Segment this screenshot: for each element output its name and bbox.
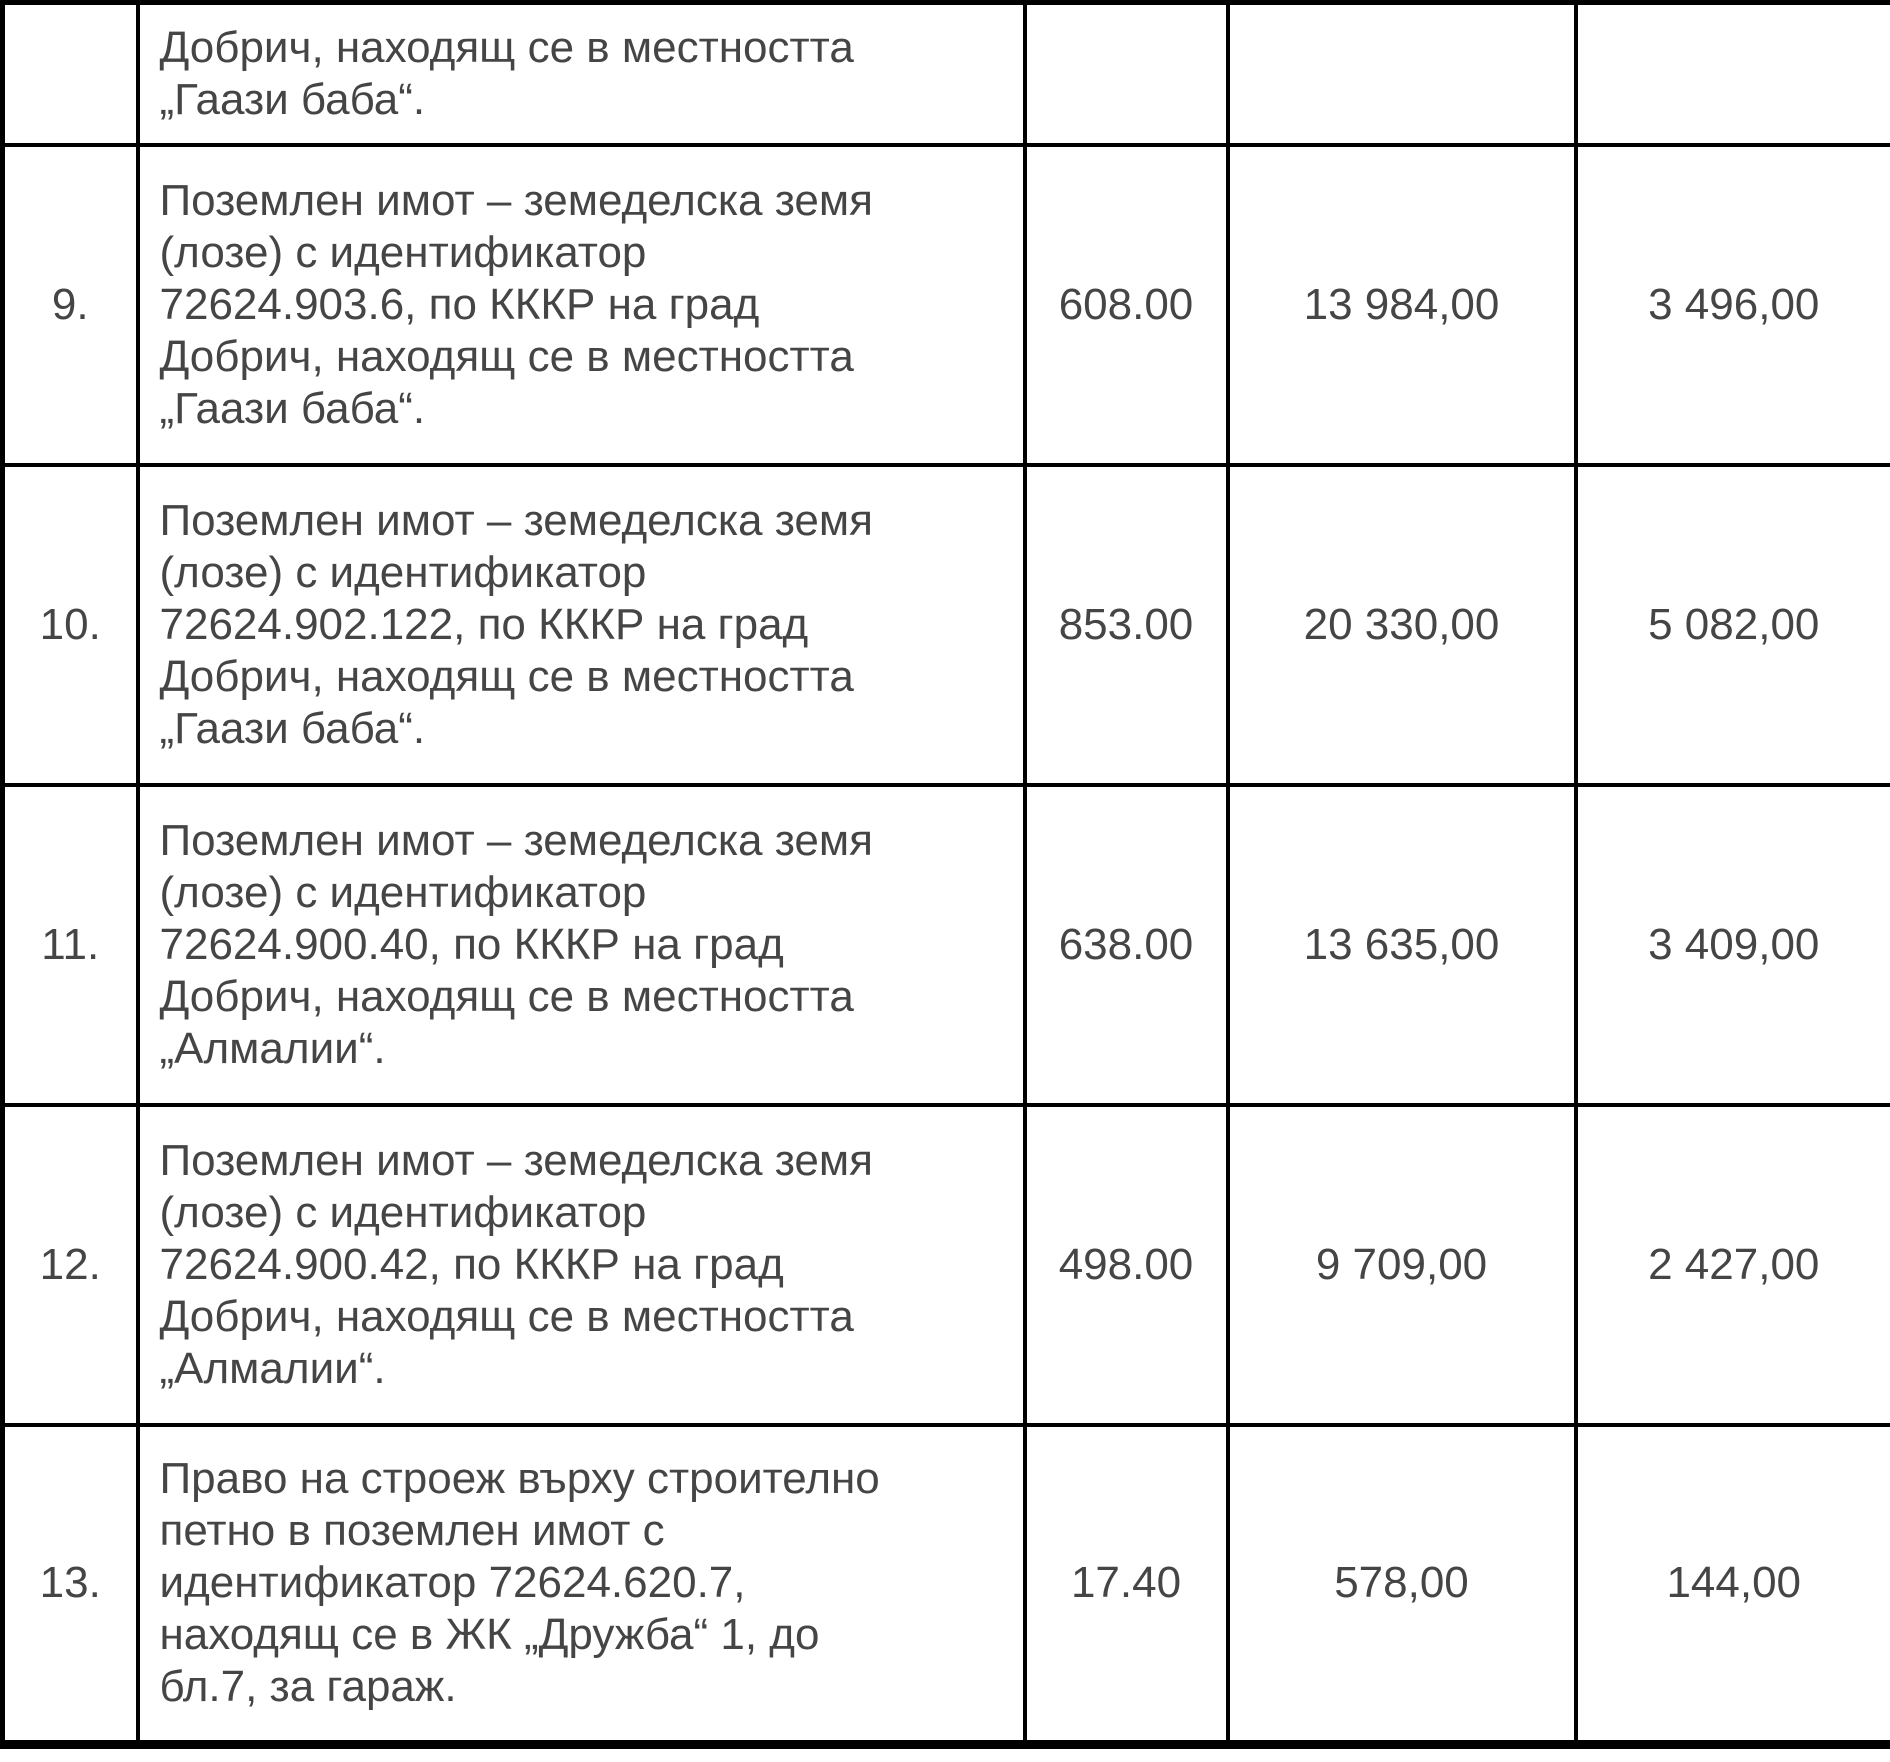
table-row: [3, 3, 1890, 145]
description-line: Добрич, находящ се в местността: [159, 331, 854, 381]
value1-cell: 608.00: [1025, 145, 1228, 465]
description-line: „Гаази баба“.: [159, 74, 426, 124]
description-line: находящ се в ЖК „Дружба“ 1, до: [159, 1610, 820, 1660]
description-line: Поземлен имот – земеделска земя: [159, 495, 873, 545]
description-line: (лозе) с идентификатор: [159, 867, 647, 917]
value1-cell: 498.00: [1025, 1105, 1228, 1425]
description-line: 72624.903.6, по КККР на град: [159, 279, 760, 329]
value3-cell: 2 427,00: [1576, 1105, 1890, 1425]
value3-cell: [1576, 3, 1890, 145]
table-row: [3, 785, 1890, 1105]
description-line: Право на строеж върху строително: [159, 1454, 880, 1504]
description-line: 72624.902.122, по КККР на град: [159, 599, 809, 649]
value2-cell: 578,00: [1228, 1425, 1576, 1745]
row-number-cell: 13.: [3, 1425, 138, 1745]
description-line: „Алмалии“.: [159, 1343, 386, 1393]
value2-cell: 13 635,00: [1228, 785, 1576, 1105]
property-table-body: [3, 3, 1890, 1745]
value3-cell: 144,00: [1576, 1425, 1890, 1745]
description-line: 72624.900.42, по КККР на град: [159, 1239, 784, 1289]
value3-cell: 5 082,00: [1576, 465, 1890, 785]
description-cell: [138, 465, 1025, 785]
description-line: 72624.900.40, по КККР на град: [159, 919, 784, 969]
row-number-cell: 12.: [3, 1105, 138, 1425]
description-line: Добрич, находящ се в местността: [159, 651, 854, 701]
value1-cell: 638.00: [1025, 785, 1228, 1105]
description-line: бл.7, за гараж.: [159, 1662, 457, 1712]
description-line: идентификатор 72624.620.7,: [159, 1558, 746, 1608]
description-line: (лозе) с идентификатор: [159, 1187, 647, 1237]
value2-cell: 13 984,00: [1228, 145, 1576, 465]
description-line: „Гаази баба“.: [159, 383, 426, 433]
description-cell: [138, 785, 1025, 1105]
description-cell: [138, 1425, 1025, 1745]
row-number-cell: [3, 3, 138, 145]
description-line: „Гаази баба“.: [159, 703, 426, 753]
value2-cell: [1228, 3, 1576, 145]
table-row: [3, 145, 1890, 465]
description-line: Поземлен имот – земеделска земя: [159, 1135, 873, 1185]
value1-cell: 17.40: [1025, 1425, 1228, 1745]
description-cell: [138, 1105, 1025, 1425]
value1-cell: 853.00: [1025, 465, 1228, 785]
value1-cell: [1025, 3, 1228, 145]
description-line: Добрич, находящ се в местността: [159, 1291, 854, 1341]
table-row: [3, 1105, 1890, 1425]
description-line: (лозе) с идентификатор: [159, 547, 647, 597]
table-row: [3, 1425, 1890, 1745]
description-cell: [138, 3, 1025, 145]
value3-cell: 3 496,00: [1576, 145, 1890, 465]
description-cell: [138, 145, 1025, 465]
description-line: „Алмалии“.: [159, 1023, 386, 1073]
value2-cell: 9 709,00: [1228, 1105, 1576, 1425]
description-line: Поземлен имот – земеделска земя: [159, 815, 873, 865]
row-number-cell: 11.: [3, 785, 138, 1105]
description-line: Добрич, находящ се в местността: [159, 22, 854, 72]
description-line: Поземлен имот – земеделска земя: [159, 175, 873, 225]
table-row: [3, 465, 1890, 785]
value2-cell: 20 330,00: [1228, 465, 1576, 785]
row-number-cell: 9.: [3, 145, 138, 465]
row-number-cell: 10.: [3, 465, 138, 785]
description-line: (лозе) с идентификатор: [159, 227, 647, 277]
value3-cell: 3 409,00: [1576, 785, 1890, 1105]
description-line: Добрич, находящ се в местността: [159, 971, 854, 1021]
description-line: петно в поземлен имот с: [159, 1506, 665, 1556]
